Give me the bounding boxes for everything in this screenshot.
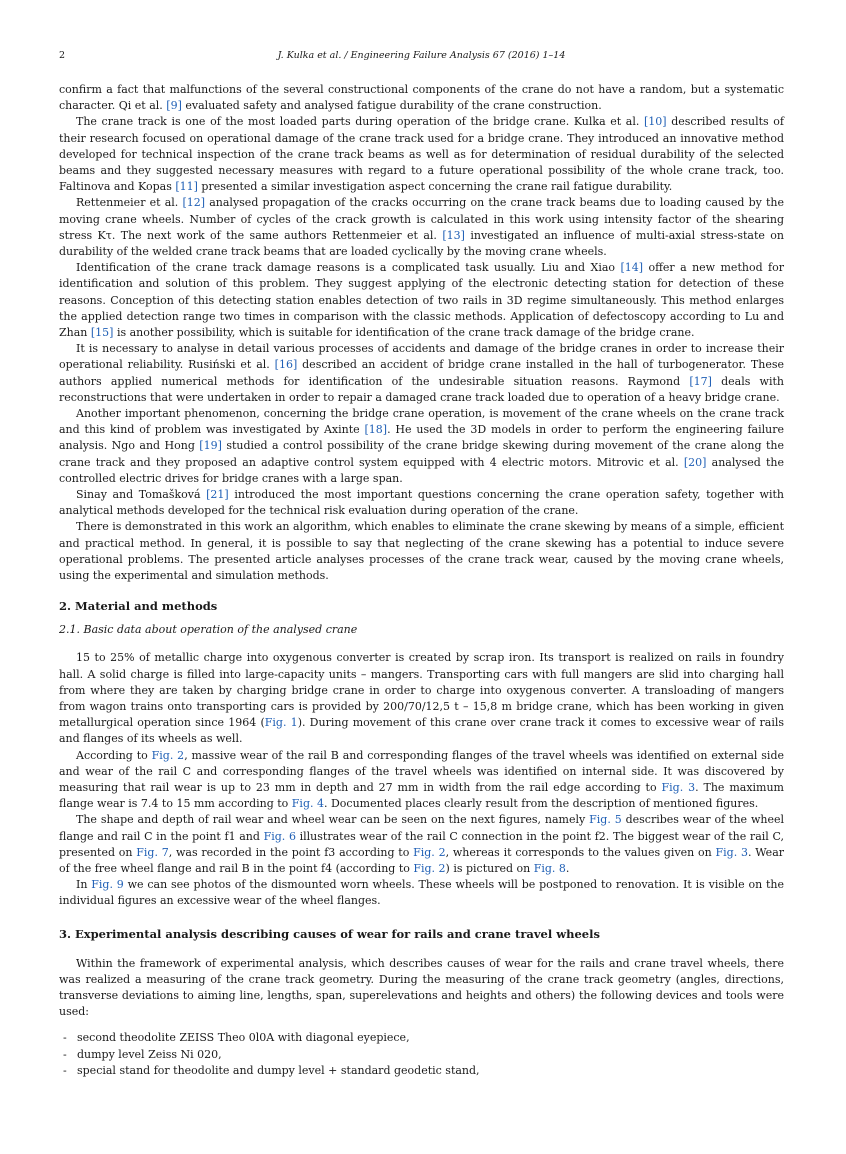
paragraph-text: Rettenmeier et al. [76,196,183,210]
reference-link[interactable]: Fig. 3 [661,780,696,794]
reference-link[interactable]: Fig. 2 [413,845,446,859]
paragraph-text: . [565,861,570,875]
paragraph-text: we can see photos of the dismounted worn wheels. These wheels will be postponed to renovation. It is visible on the individual figures an excessive wear of the wheel flanges. [59,878,784,908]
paragraph-text: It is necessary to analyse in detail various processes of accidents and damage of the bridge cranes in order to increase their operational reliability. Rusiński et al. [59,342,784,372]
reference-link[interactable]: Fig. 4 [291,797,324,811]
paragraph-text: described results of their research focused on operational damage of the crane track used for a bridge crane. They introduced an innovative method developed for technical inspection of the crane track beams as well as for determination of residual durability of the selected beams and they suggested necessary measures with regard to a future operational possibility of the whole crane track, too. Faltinova and Kopas [59,115,784,194]
paragraph-text: . Wear of the free wheel flange and rail B in the point f4 (according to [59,845,785,875]
reference-link[interactable]: [10] [644,115,667,129]
paragraph [59,406,784,487]
paragraph-text: analysed the controlled electric drives for bridge cranes with a large span. [59,455,784,485]
list-item-text: dumpy level Zeiss Ni 020, [77,1047,222,1061]
paragraph-text: deals with reconstructions that were undertaken in order to repair a damaged crane track loaded due to operation of a heavy bridge crane. [59,374,784,404]
running-header [59,50,784,68]
paragraph-text: , massive wear of the rail B and corresponding flanges of the travel wheels was identified on external side and wear of the rail C and corresponding flanges of the travel wheels was identified on internal side. It was discovered by measuring that rail wear is up to 23 mm in depth and 27 mm in width from the rail edge according to [59,748,784,794]
paragraph [59,956,784,1021]
section-heading-experimental-analysis: 3. Experimental analysis describing causes of wear for rails and crane travel wheels [59,926,600,941]
paragraph-text: In [76,878,92,892]
reference-link[interactable]: [9] [166,99,182,113]
paragraph [59,195,784,260]
material-methods-section [59,650,784,909]
list-item [59,1063,784,1079]
paragraph [59,748,784,813]
paragraph [59,82,784,114]
reference-link[interactable]: Fig. 7 [136,845,169,859]
paragraph-text: , whereas it corresponds to the values given on [445,845,716,859]
list-item-text: second theodolite ZEISS Theo 0l0A with diagonal eyepiece, [77,1031,410,1045]
paragraph-text: Sinay and Tomašková [76,488,207,502]
paragraph-text: Another important phenomenon, concerning the bridge crane operation, is movement of the crane wheels on the crane track and this kind of problem was investigated by Axinte [59,407,784,437]
paragraph-text: The crane track is one of the most loaded parts during operation of the bridge crane. Kulka et al. [76,115,645,129]
paragraph-text: studied a control possibility of the crane bridge skewing during movement of the crane along the crane track and they proposed an adaptive control system equipped with 4 electric motors. Mitrovic et al. [59,439,784,469]
paragraph-text: is another possibility, which is suitable for identification of the crane track damage of the bridge crane. [113,326,695,340]
reference-link[interactable]: [19] [199,439,222,453]
reference-link[interactable]: Fig. 6 [263,829,296,843]
list-marker: - [63,1031,67,1045]
reference-link[interactable]: [11] [175,180,198,194]
paragraph-text: 15 to 25% of metallic charge into oxygenous converter is created by scrap iron. Its transport is realized on rails in foundry hall. A solid charge is filled into large-capacity units – mangers. Transporting cars with full mangers are slid into charging hall from where they are taken by charging bridge crane in order to charge into oxygenous converter. A transloading of mangers from wagon trains onto transporting cars is provided by 200/70/12,5 t – 15,8 m bridge crane, which has been working in given metallurgical operation since 1964 ( [59,651,784,730]
reference-link[interactable]: [14] [620,261,644,275]
reference-link[interactable]: Fig. 3 [715,845,748,859]
reference-link[interactable]: [12] [182,196,206,210]
reference-link[interactable]: Fig. 9 [91,878,124,892]
reference-link[interactable]: Fig. 2 [151,748,185,762]
list-item-text: special stand for theodolite and dumpy level + standard geodetic stand, [77,1063,480,1077]
paragraph-text: The shape and depth of rail wear and wheel wear can be seen on the next figures, namely [76,813,590,827]
paragraph-text: ). During movement of this crane over crane track it comes to excessive wear of rails and flanges of its wheels as well. [59,716,785,746]
reference-link[interactable]: Fig. 2 [413,861,446,875]
article-body [59,82,784,1079]
paragraph-text: describes wear of the wheel flange and rail C in the point f1 and [59,813,785,843]
reference-link[interactable]: [18] [364,423,388,437]
paragraph-text: analysed propagation of the cracks occurring on the crane track beams due to loading caused by the moving crane wheels. Number of cycles of the crack growth is calculated in this work using intensity factor of the shearing stress Kτ. The next work of the same authors Rettenmeier et al. [59,196,785,242]
paragraph-text: . Documented places clearly result from the description of mentioned figures. [323,797,759,811]
paragraph-text: ) is pictured on [445,861,534,875]
list-item [59,1030,784,1046]
paragraph [59,812,784,877]
paragraph-text: confirm a fact that malfunctions of the several constructional components of the crane do not have a random, but a systematic character. Qi et al. [59,83,784,113]
reference-link[interactable]: [15] [90,326,114,340]
article-page [59,50,784,1079]
journal-citation: J. Kulka et al. / Engineering Failure Analysis 67 (2016) 1–14 [277,50,566,61]
paragraph-text: . He used the 3D models in order to perform the engineering failure analysis. Ngo and Hong [59,423,784,453]
paragraph [59,519,784,584]
paragraph-text: Within the framework of experimental analysis, which describes causes of wear for the rails and crane travel wheels, there was realized a measuring of the crane track geometry. During the measuring of the crane track geometry (angles, directions, transverse deviations to aiming line, lengths, span, superelevations and heights and others) the following devices and tools were used: [59,956,784,1019]
paragraph-text: Identification of the crane track damage reasons is a complicated task usually. Liu and Xiao [76,261,621,275]
paragraph [59,260,784,341]
paragraph-text: described an accident of bridge crane installed in the hall of turbogenerator. These authors applied numerical methods for identification of the undesirable situation reasons. Raymond [59,358,784,388]
list-marker: - [63,1047,67,1061]
paragraph [59,114,784,195]
paragraph-text: presented a similar investigation aspect concerning the crane rail fatigue durability. [197,180,673,194]
reference-link[interactable]: Fig. 5 [589,813,622,827]
tools-list [59,1030,784,1079]
reference-link[interactable]: [17] [689,374,712,388]
paragraph-text: evaluated safety and analysed fatigue durability of the crane construction. [181,99,602,113]
introduction-section [59,82,784,584]
reference-link[interactable]: [21] [206,488,229,502]
paragraph-text: introduced the most important questions concerning the crane operation safety, together with analytical methods developed for the technical risk evaluation during operation of the crane. [59,488,784,518]
reference-link[interactable]: [13] [442,228,465,242]
paragraph-text: offer a new method for identification and solution of this problem. They suggest applying of the electronic detecting station for detection of these reasons. Conception of this detecting station enables detection of two rails in 3D regime simultaneously. This method enlarges the applied detection range two times in comparison with the classic methods. Application of defectoscopy according to Lu and Zhan [59,261,784,340]
paragraph-text: investigated an influence of multi-axial stress-state on durability of the welded crane track beams that are loaded cyclically by the moving crane wheels. [59,228,784,259]
subsection-heading-basic-data: 2.1. Basic data about operation of the analysed crane [59,623,358,637]
list-item [59,1047,784,1063]
paragraph-text: . The maximum flange wear is 7.4 to 15 mm according to [59,780,784,811]
section-heading-material-methods: 2. Material and methods [59,599,218,614]
reference-link[interactable]: Fig. 1 [264,716,298,730]
paragraph-text: There is demonstrated in this work an algorithm, which enables to eliminate the crane skewing by means of a simple, efficient and practical method. In general, it is possible to say that neglecting of the crane skewing has a potential to induce severe operational problems. The presented article analyses processes of the crane track wear, caused by the moving crane wheels, using the experimental and simulation methods. [59,520,784,583]
paragraph-text: According to [76,748,152,762]
page-number: 2 [59,50,66,61]
experimental-analysis-section [59,956,784,1021]
paragraph-text: , was recorded in the point f3 according to [168,845,414,859]
paragraph [59,650,784,747]
paragraph [59,487,784,519]
paragraph [59,877,784,909]
paragraph [59,341,784,406]
reference-link[interactable]: [20] [683,455,707,469]
list-marker: - [63,1063,67,1077]
paragraph-text: illustrates wear of the rail C connection in the point f2. The biggest wear of the rail C, presented on [59,829,784,859]
reference-link[interactable]: [16] [274,358,298,372]
reference-link[interactable]: Fig. 8 [533,861,566,875]
